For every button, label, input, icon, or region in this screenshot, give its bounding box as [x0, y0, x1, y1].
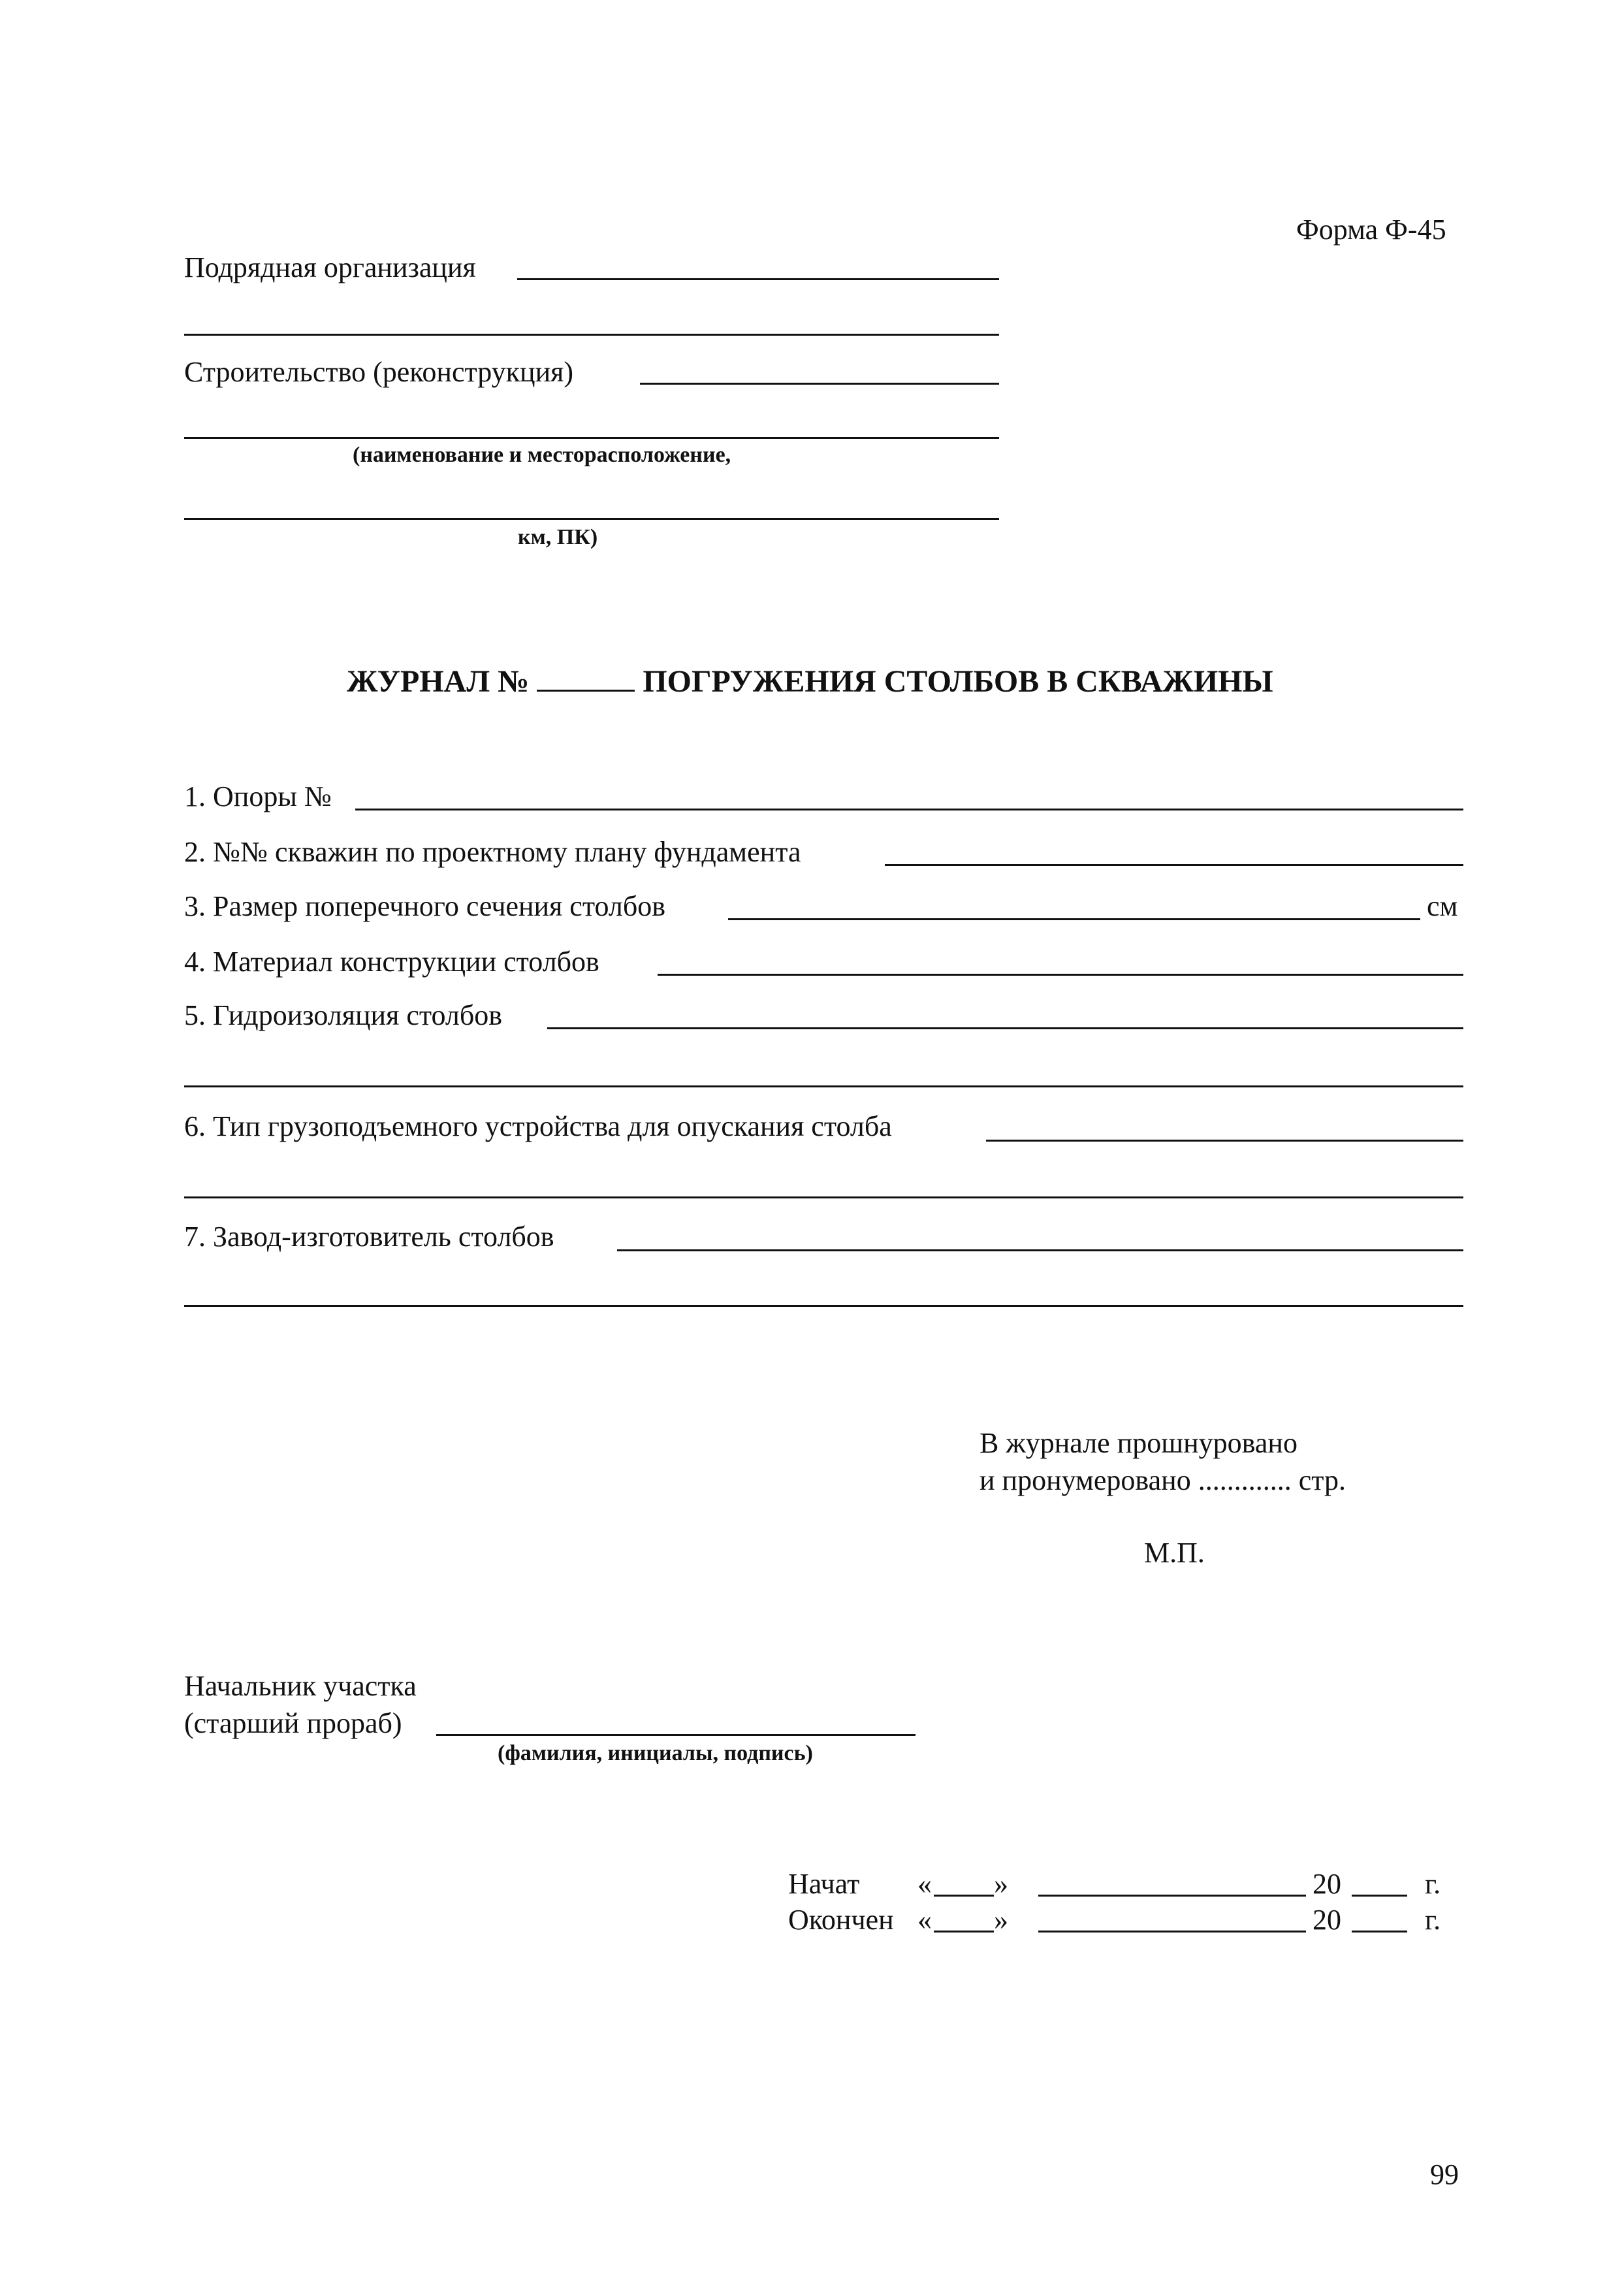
field-1-label: 1. Опоры №: [184, 780, 332, 812]
signature-line-2: (старший прораб): [184, 1707, 402, 1739]
started-year-line[interactable]: [1352, 1895, 1407, 1897]
field-7-label: 7. Завод-изготовитель столбов: [184, 1221, 554, 1253]
journal-title: [347, 666, 1273, 698]
contractor-second-line[interactable]: [184, 334, 999, 336]
journal-title-prefix: ЖУРНАЛ №: [347, 664, 530, 699]
finished-open-quote: «: [917, 1904, 932, 1936]
field-6-label: 6. Тип грузоподъемного устройства для опускания столба: [184, 1110, 892, 1142]
field-6-second-line[interactable]: [184, 1196, 1463, 1198]
signature-line-1: Начальник участка: [184, 1670, 417, 1702]
signature-input-line[interactable]: [436, 1734, 915, 1736]
construction-label: Строительство (реконструкция): [184, 356, 574, 388]
stamp-label: М.П.: [1144, 1537, 1205, 1569]
signature-caption: (фамилия, инициалы, подпись): [498, 1741, 813, 1765]
started-year-suffix: г.: [1425, 1868, 1441, 1900]
started-month-line[interactable]: [1038, 1895, 1306, 1897]
contractor-label: Подрядная организация: [184, 251, 476, 283]
field-5-second-line[interactable]: [184, 1085, 1463, 1087]
form-code: Форма Ф-45: [1296, 214, 1446, 246]
finished-year-prefix: 20: [1313, 1904, 1341, 1936]
field-3-line[interactable]: [728, 918, 1420, 920]
field-2-label: 2. №№ скважин по проектному плану фундамента: [184, 836, 801, 868]
journal-title-suffix: ПОГРУЖЕНИЯ СТОЛБОВ В СКВАЖИНЫ: [643, 664, 1273, 699]
started-label: Начат: [788, 1868, 860, 1900]
finished-year-line[interactable]: [1352, 1931, 1407, 1932]
started-open-quote: «: [917, 1868, 932, 1900]
field-7-second-line[interactable]: [184, 1305, 1463, 1307]
field-2-line[interactable]: [885, 864, 1463, 866]
construction-second-line[interactable]: [184, 437, 999, 439]
field-4-line[interactable]: [658, 974, 1463, 976]
page-number: 99: [1430, 2158, 1459, 2190]
field-5-line[interactable]: [547, 1027, 1463, 1029]
field-4-label: 4. Материал конструкции столбов: [184, 946, 599, 978]
field-3-label: 3. Размер поперечного сечения столбов: [184, 890, 666, 922]
contractor-input-line[interactable]: [517, 278, 999, 280]
construction-input-line[interactable]: [640, 383, 999, 385]
started-year-prefix: 20: [1313, 1868, 1341, 1900]
caption-name-location: (наименование и месторасположение,: [353, 443, 731, 467]
finished-month-line[interactable]: [1038, 1931, 1306, 1932]
caption-km-pk: км, ПК): [518, 525, 598, 549]
finished-close-quote: »: [994, 1904, 1008, 1936]
finished-year-suffix: г.: [1425, 1904, 1441, 1936]
started-close-quote: »: [994, 1868, 1008, 1900]
binding-line-1: В журнале прошнуровано: [979, 1427, 1298, 1459]
started-day-line[interactable]: [934, 1895, 994, 1897]
field-1-line[interactable]: [355, 809, 1463, 810]
field-6-line[interactable]: [986, 1140, 1463, 1142]
field-5-label: 5. Гидроизоляция столбов: [184, 999, 503, 1031]
finished-label: Окончен: [788, 1904, 894, 1936]
location-line[interactable]: [184, 518, 999, 520]
binding-line-2: и пронумеровано ............. стр.: [979, 1464, 1346, 1496]
journal-number-blank[interactable]: [537, 666, 635, 692]
field-7-line[interactable]: [617, 1249, 1463, 1251]
field-3-unit: см: [1427, 890, 1458, 922]
finished-day-line[interactable]: [934, 1931, 994, 1932]
